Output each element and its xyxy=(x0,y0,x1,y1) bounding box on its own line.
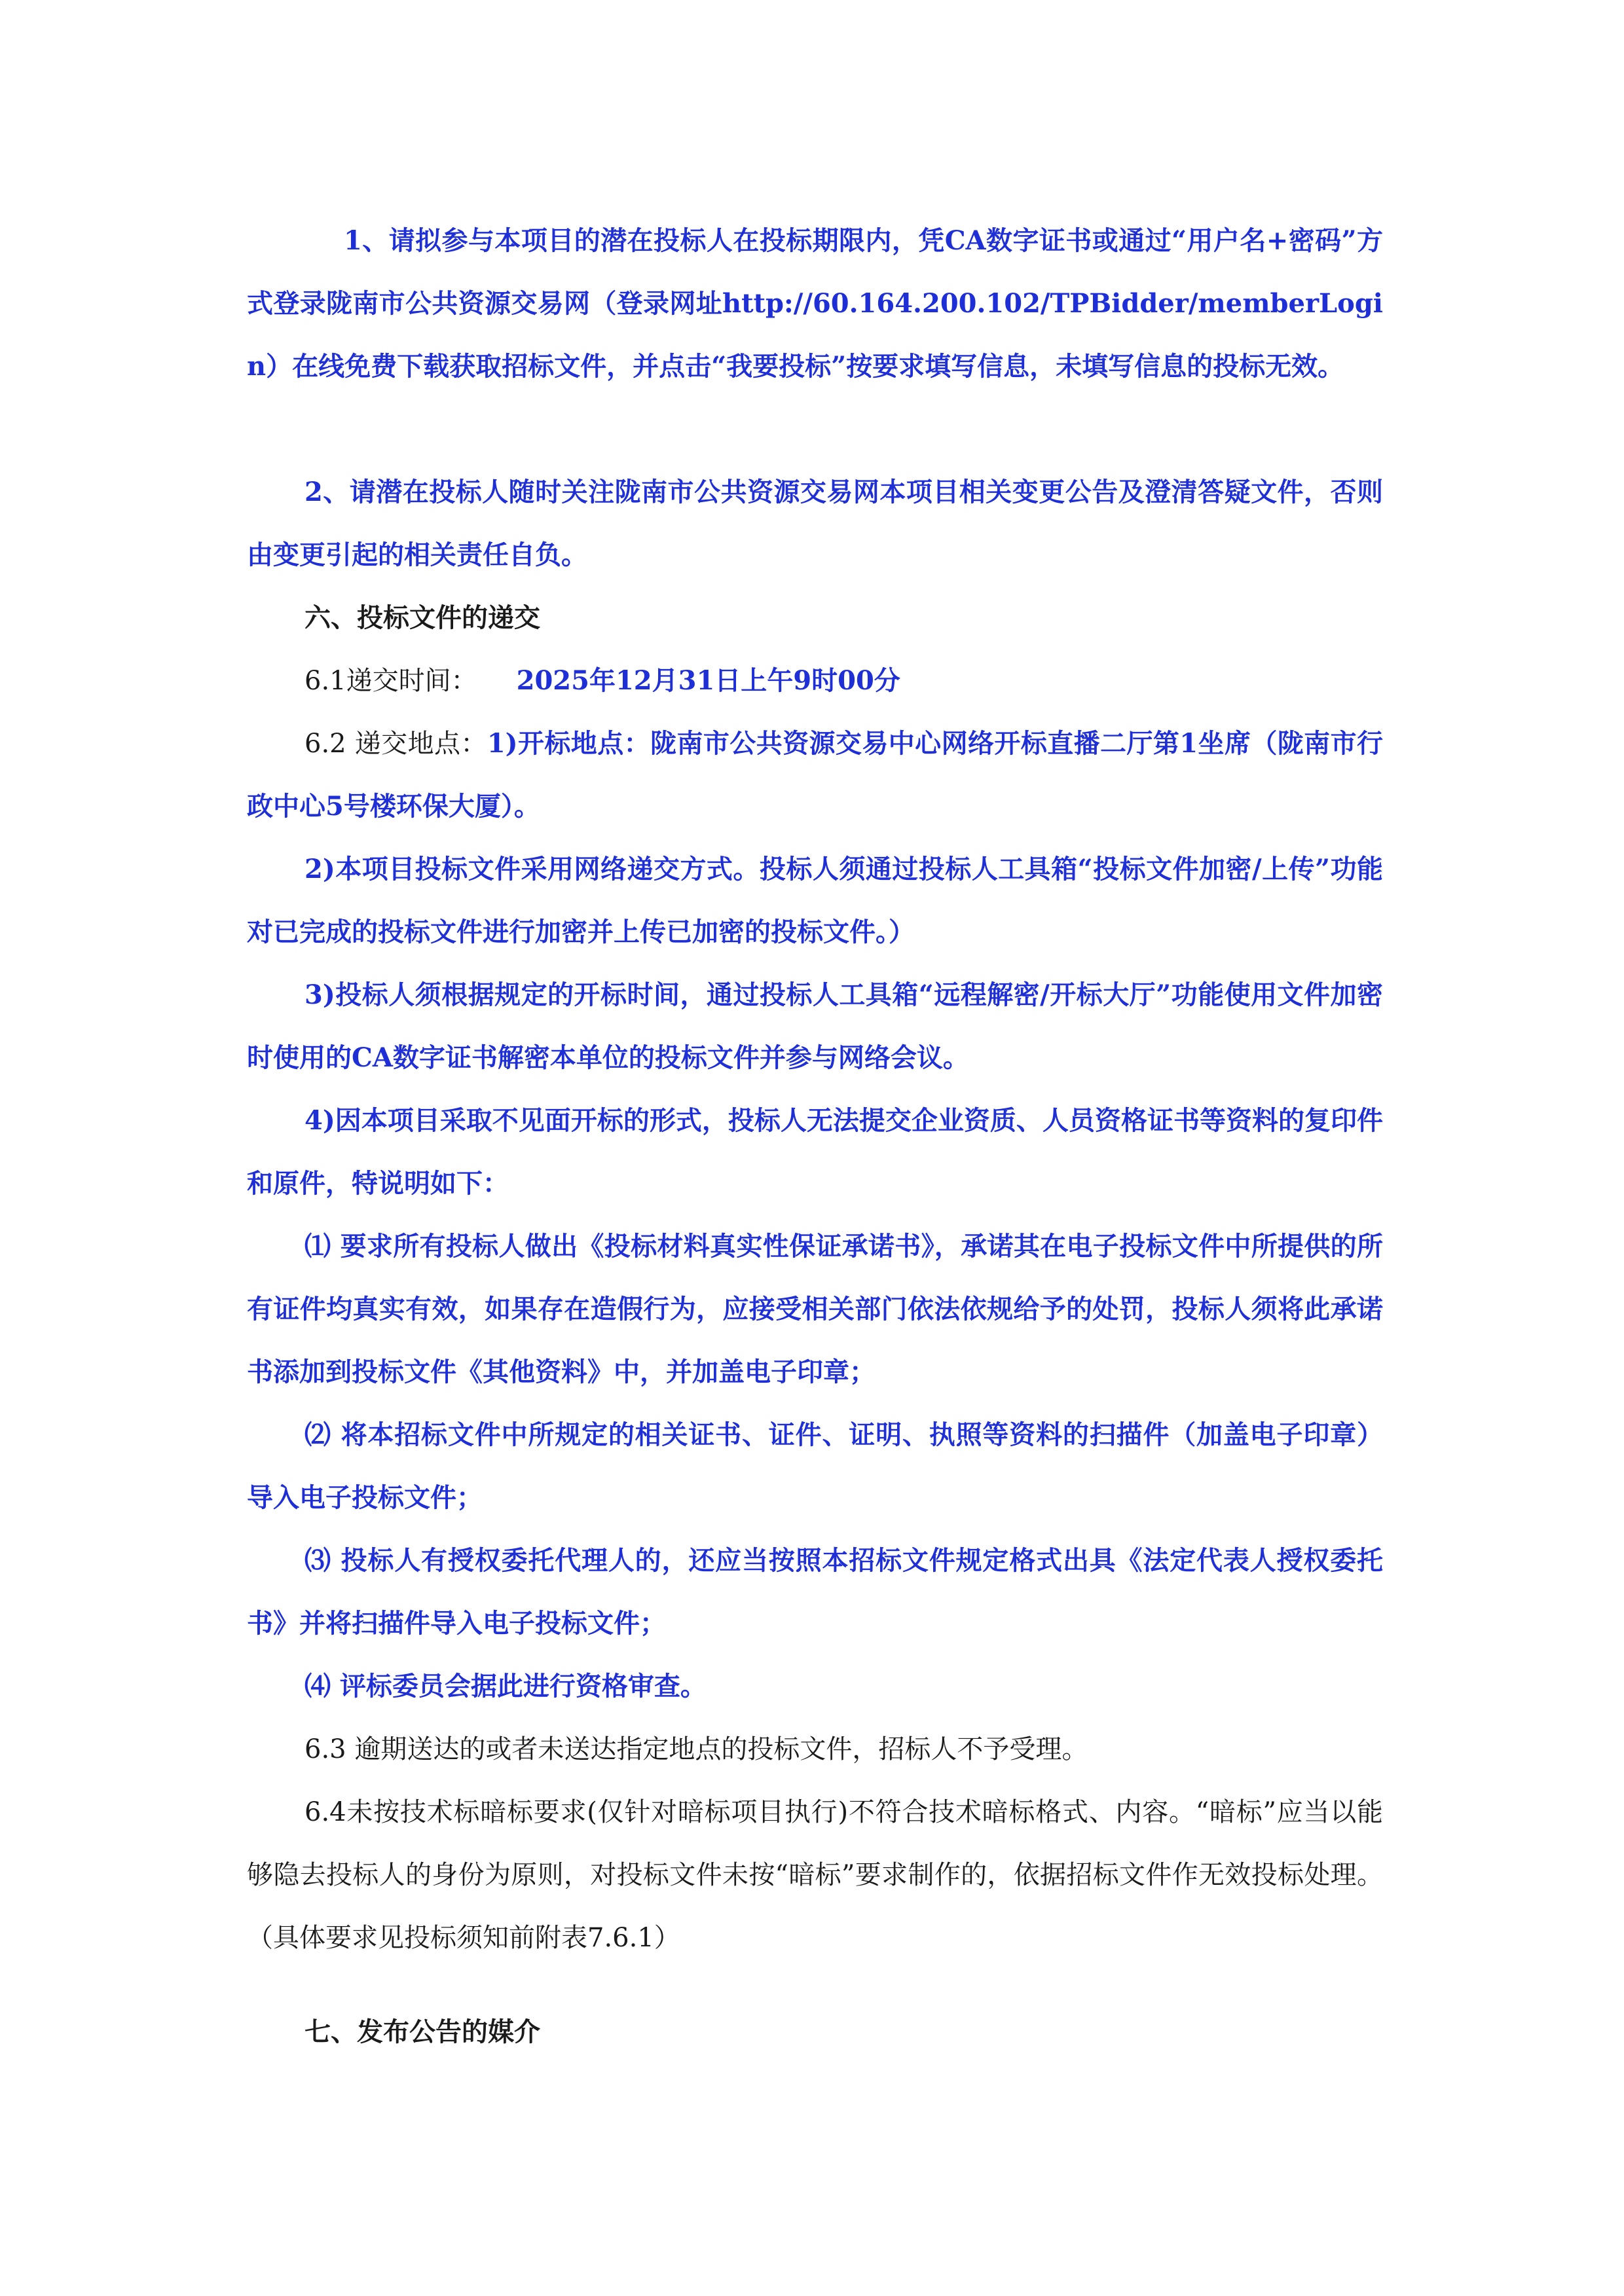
paragraph-remote-decryption: 3)投标人须根据规定的开标时间，通过投标人工具箱“远程解密/开标大厅”功能使用文件加密时使用的CA数字证书解密本单位的投标文件并参与网络会议。 xyxy=(247,979,1383,1073)
submission-place-paragraph xyxy=(247,712,1383,838)
paragraph-download-instructions: 1、请拟参与本项目的潜在投标人在投标期限内，凭CA数字证书或通过“用户名+密码”方式登录陇南市公共资源交易网（登录网址http://60.164.200.102/TPBidder/memberLogin）在线免费下载获取招标文件，并点击“我要投标”按要求填写信息，未填写信息的投标无效。 xyxy=(247,225,1383,382)
paragraph-no-meeting-opening: 4)因本项目采取不见面开标的形式，投标人无法提交企业资质、人员资格证书等资料的复印件和原件，特说明如下： xyxy=(247,1105,1383,1199)
section-heading-7: 七、发布公告的媒介 xyxy=(304,2016,540,2047)
paragraph-online-submission: 2)本项目投标文件采用网络递交方式。投标人须通过投标人工具箱“投标文件加密/上传”功能对已完成的投标文件进行加密并上传已加密的投标文件。） xyxy=(247,854,1383,947)
submission-time-value: 2025年12月31日上午9时00分 xyxy=(516,665,900,696)
submission-place-label: 6.2 递交地点： xyxy=(304,729,487,759)
section-heading-6: 六、投标文件的递交 xyxy=(304,602,540,633)
submission-time-line xyxy=(247,649,1383,712)
clause-3-power-of-attorney: ⑶ 投标人有授权委托代理人的，还应当按照本招标文件规定格式出具《法定代表人授权委托书》并将扫描件导入电子投标文件； xyxy=(247,1545,1383,1639)
clause-1-commitment-letter: ⑴ 要求所有投标人做出《投标材料真实性保证承诺书》，承诺其在电子投标文件中所提供的所有证件均真实有效，如果存在造假行为，应接受相关部门依法依规给予的处罚，投标人须将此承诺书添加到投标文件《其他资料》中，并加盖电子印章； xyxy=(247,1231,1383,1387)
clause-4-qualification-review: ⑷ 评标委员会据此进行资格审查。 xyxy=(304,1671,707,1702)
paragraph-late-submission: 6.3 逾期送达的或者未送达指定地点的投标文件，招标人不予受理。 xyxy=(304,1734,1088,1764)
clause-2-scanned-documents: ⑵ 将本招标文件中所规定的相关证书、证件、证明、执照等资料的扫描件（加盖电子印章）导入电子投标文件； xyxy=(247,1419,1383,1513)
paragraph-notice-attention: 2、请潜在投标人随时关注陇南市公共资源交易网本项目相关变更公告及澄清答疑文件，否则由变更引起的相关责任自负。 xyxy=(247,477,1383,570)
submission-time-label: 6.1递交时间： xyxy=(304,666,477,696)
paragraph-blind-bid: 6.4未按技术标暗标要求(仅针对暗标项目执行)不符合技术暗标格式、内容。“暗标”应当以能够隐去投标人的身份为原则，对投标文件未按“暗标”要求制作的，依据招标文件作无效投标处理。（具体要求见投标须知前附表7.6.1） xyxy=(247,1797,1383,1953)
submission-place-value: 1)开标地点：陇南市公共资源交易中心网络开标直播二厅第1坐席（陇南市行政中心5号楼环保大厦）。 xyxy=(247,728,1384,822)
